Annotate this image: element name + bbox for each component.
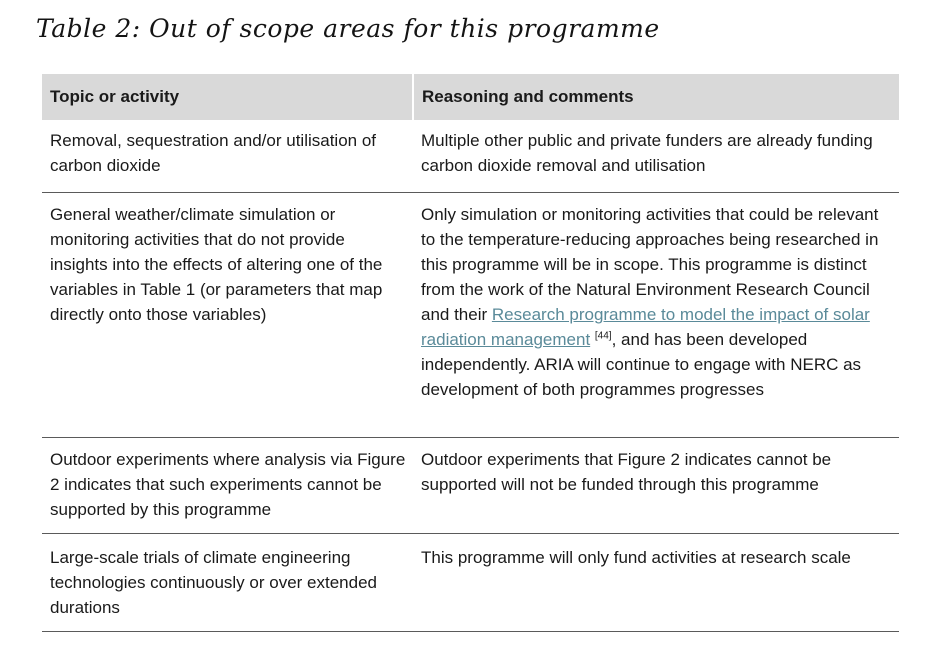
header-topic: Topic or activity (42, 74, 413, 120)
table-caption: Table 2: Out of scope areas for this programme (36, 14, 660, 43)
citation-marker: [44] (594, 330, 612, 342)
reasoning-cell: Multiple other public and private funders are already funding carbon dioxide removal and utilisation (413, 120, 899, 193)
table-row (42, 438, 899, 534)
table-row (42, 193, 899, 438)
table-row (42, 534, 899, 632)
out-of-scope-table (42, 74, 899, 632)
topic-cell: Large-scale trials of climate engineering technologies continuously or over extended durations (42, 534, 413, 632)
topic-cell: Outdoor experiments where analysis via Figure 2 indicates that such experiments cannot be supported by this programme (42, 438, 413, 534)
reasoning-cell: Outdoor experiments that Figure 2 indicates cannot be supported will not be funded through this programme (413, 438, 899, 534)
header-reasoning: Reasoning and comments (413, 74, 899, 120)
topic-cell: General weather/climate simulation or monitoring activities that do not provide insights into the effects of altering one of the variables in Table 1 (or parameters that map directly onto those variables) (42, 193, 413, 438)
reasoning-cell: This programme will only fund activities at research scale (413, 534, 899, 632)
nerc-research-programme-link[interactable]: Research programme to model the impact of solar radiation management (421, 305, 870, 349)
table-header-row (42, 74, 899, 120)
reasoning-text: Only simulation or monitoring activities that could be relevant to the temperature-reducing approaches being researched in this programme will be in scope. This programme is distinct from the work of the Natural Environment Research Council and their (421, 205, 879, 324)
topic-cell: Removal, sequestration and/or utilisation of carbon dioxide (42, 120, 413, 193)
reasoning-cell (413, 193, 899, 438)
table-row (42, 120, 899, 193)
reasoning-text: , and has been developed independently. ARIA will continue to engage with NERC as development of both programmes progresses (421, 330, 862, 399)
